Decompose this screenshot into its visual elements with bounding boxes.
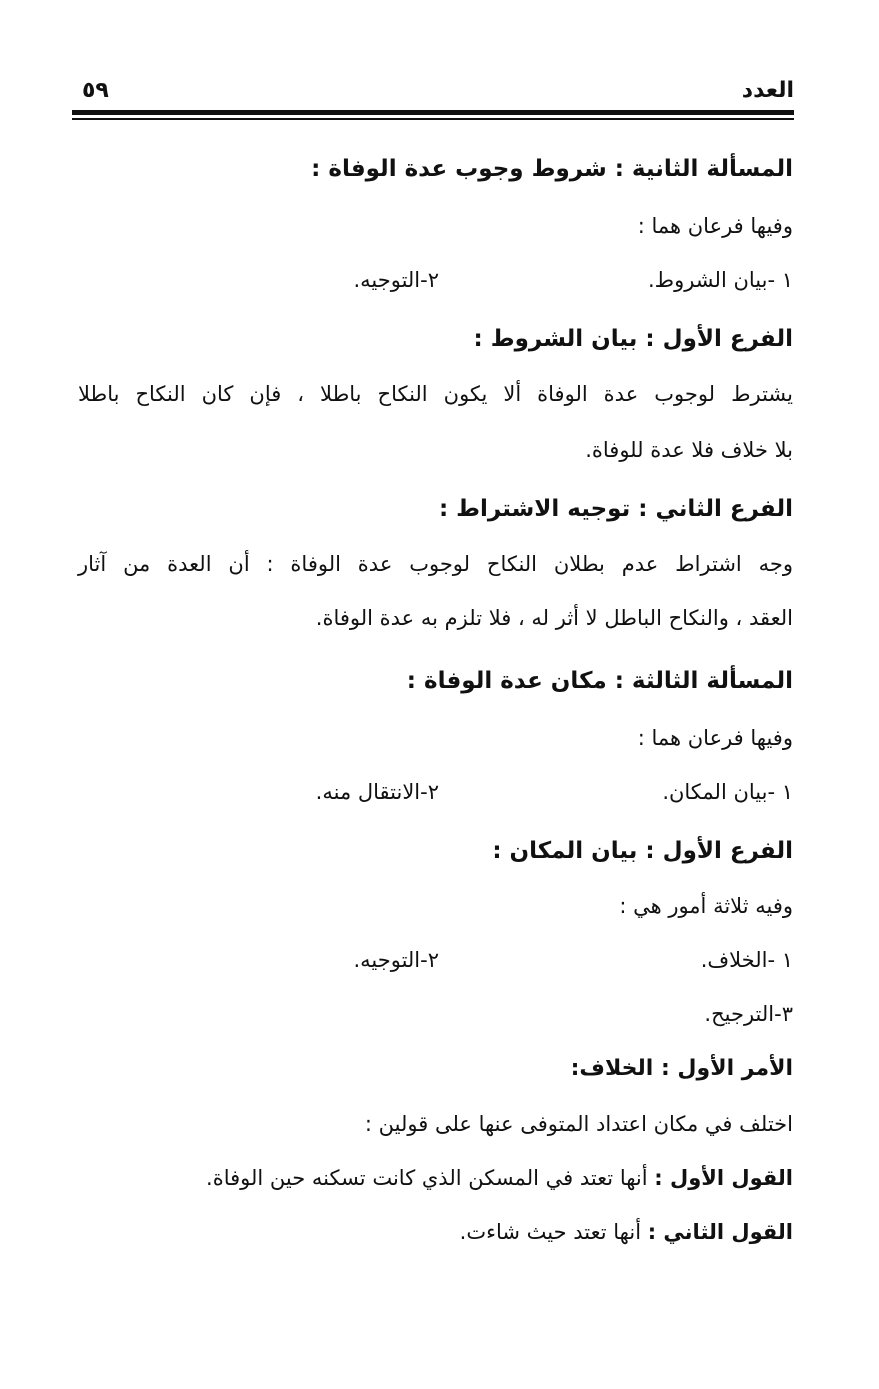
section-heading: المسألة الثانية : شروط وجوب عدة الوفاة : — [311, 156, 793, 182]
paragraph: وفيها فرعان هما : — [637, 726, 793, 750]
paragraph-line: بلا خلاف فلا عدة للوفاة. — [585, 438, 793, 462]
list-item: ١ -بيان الشروط. — [647, 268, 793, 292]
page-header — [72, 76, 794, 112]
running-title: العدد — [741, 78, 794, 103]
paragraph: وفيها فرعان هما : — [637, 214, 793, 238]
subsection-heading: الفرع الأول : بيان الشروط : — [473, 326, 793, 352]
subsection-heading: الفرع الثاني : توجيه الاشتراط : — [438, 496, 793, 522]
paragraph-line: وجه اشتراط عدم بطلان النكاح لوجوب عدة الوفاة : أن العدة من آثار — [78, 552, 793, 576]
page-number: ٥٩ — [82, 78, 109, 103]
paragraph: اختلف في مكان اعتداد المتوفى عنها على قولين : — [364, 1112, 793, 1136]
section-heading: المسألة الثالثة : مكان عدة الوفاة : — [406, 668, 793, 694]
subsection-heading: الفرع الأول : بيان المكان : — [492, 838, 793, 864]
paragraph: وفيه ثلاثة أمور هي : — [619, 894, 793, 918]
opinion-label: القول الأول : — [654, 1166, 793, 1190]
header-rule-thick — [72, 110, 794, 115]
opinion-text: أنها تعتد حيث شاءت. — [459, 1220, 642, 1244]
opinion-label: القول الثاني : — [647, 1220, 793, 1244]
opinion-line — [460, 1220, 793, 1244]
list-item: ٣-الترجيح. — [704, 1002, 793, 1026]
list-item: ٢-التوجيه. — [353, 268, 439, 292]
list-item: ١ -الخلاف. — [700, 948, 793, 972]
paragraph-line: العقد ، والنكاح الباطل لا أثر له ، فلا تلزم به عدة الوفاة. — [315, 606, 793, 630]
header-rule-thin — [72, 118, 794, 120]
list-item: ٢-التوجيه. — [353, 948, 439, 972]
subsection-heading: الأمر الأول : الخلاف: — [570, 1056, 793, 1081]
list-item: ٢-الانتقال منه. — [315, 780, 439, 804]
paragraph-line: يشترط لوجوب عدة الوفاة ألا يكون النكاح باطلا ، فإن كان النكاح باطلا — [78, 382, 793, 406]
list-item: ١ -بيان المكان. — [662, 780, 793, 804]
opinion-line — [206, 1166, 793, 1190]
opinion-text: أنها تعتد في المسكن الذي كانت تسكنه حين الوفاة. — [206, 1166, 648, 1190]
